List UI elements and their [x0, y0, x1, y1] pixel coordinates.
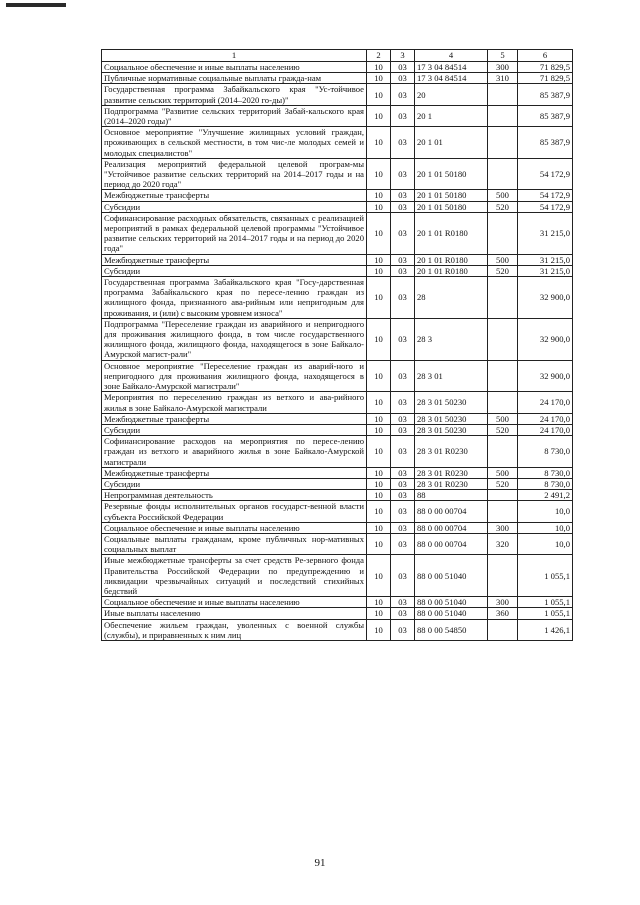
row-subsection: 03 [391, 127, 415, 159]
row-subsection: 03 [391, 318, 415, 360]
row-expense-type [488, 105, 518, 126]
row-expense-type [488, 318, 518, 360]
row-section: 10 [367, 127, 391, 159]
table-row [102, 478, 573, 489]
row-expense-type: 300 [488, 597, 518, 608]
row-amount: 8 730,0 [518, 436, 573, 468]
row-subsection: 03 [391, 436, 415, 468]
row-name: Субсидии [102, 478, 367, 489]
row-target-article: 88 0 00 54850 [415, 619, 488, 640]
row-amount: 8 730,0 [518, 467, 573, 478]
row-target-article: 28 3 01 50230 [415, 392, 488, 413]
row-expense-type: 360 [488, 608, 518, 619]
row-amount: 31 215,0 [518, 254, 573, 265]
table-row [102, 62, 573, 73]
row-section: 10 [367, 490, 391, 501]
row-section: 10 [367, 501, 391, 522]
row-target-article: 28 3 01 50230 [415, 424, 488, 435]
row-section: 10 [367, 277, 391, 319]
table-row [102, 158, 573, 190]
row-expense-type [488, 501, 518, 522]
row-amount: 1 426,1 [518, 619, 573, 640]
row-section: 10 [367, 467, 391, 478]
row-subsection: 03 [391, 608, 415, 619]
row-target-article: 28 3 01 [415, 360, 488, 392]
row-section: 10 [367, 392, 391, 413]
row-target-article: 88 [415, 490, 488, 501]
row-subsection: 03 [391, 619, 415, 640]
row-expense-type [488, 619, 518, 640]
table-row [102, 608, 573, 619]
table-row [102, 73, 573, 84]
row-name: Публичные нормативные социальные выплаты гражда-нам [102, 73, 367, 84]
row-section: 10 [367, 73, 391, 84]
row-section: 10 [367, 424, 391, 435]
row-name: Основное мероприятие "Улучшение жилищных условий граждан, проживающих в сельской местности, в том чис-ле молодых семей и молодых специалистов" [102, 127, 367, 159]
row-name: Субсидии [102, 201, 367, 212]
row-subsection: 03 [391, 501, 415, 522]
row-target-article: 17 3 04 84514 [415, 73, 488, 84]
row-section: 10 [367, 201, 391, 212]
row-target-article: 20 1 01 [415, 127, 488, 159]
table-row [102, 413, 573, 424]
row-section: 10 [367, 62, 391, 73]
row-target-article: 20 1 01 50180 [415, 201, 488, 212]
row-section: 10 [367, 190, 391, 201]
row-target-article: 17 3 04 84514 [415, 62, 488, 73]
row-expense-type: 500 [488, 190, 518, 201]
row-amount: 2 491,2 [518, 490, 573, 501]
row-subsection: 03 [391, 265, 415, 276]
row-subsection: 03 [391, 424, 415, 435]
row-name: Иные выплаты населению [102, 608, 367, 619]
table-row [102, 533, 573, 554]
row-expense-type: 520 [488, 424, 518, 435]
row-section: 10 [367, 360, 391, 392]
row-section: 10 [367, 478, 391, 489]
row-section: 10 [367, 318, 391, 360]
row-target-article: 20 1 01 R0180 [415, 265, 488, 276]
row-amount: 1 055,1 [518, 597, 573, 608]
table-row [102, 555, 573, 597]
row-target-article: 88 0 00 00704 [415, 522, 488, 533]
row-amount: 32 900,0 [518, 360, 573, 392]
row-subsection: 03 [391, 105, 415, 126]
row-name: Иные межбюджетные трансферты за счет средств Ре-зервного фонда Правительства Российской Федерации по предупреждению и ликвидации чрезвычайных ситуаций и последствий стихийных бедствий [102, 555, 367, 597]
table-row [102, 424, 573, 435]
table-row [102, 392, 573, 413]
table-row [102, 212, 573, 254]
row-amount: 85 387,9 [518, 127, 573, 159]
page-number: 91 [314, 857, 326, 869]
row-subsection: 03 [391, 597, 415, 608]
row-expense-type: 520 [488, 478, 518, 489]
table-row [102, 190, 573, 201]
table-row [102, 522, 573, 533]
row-name: Обеспечение жильем граждан, уволенных с военной службы (службы), и приравненных к ним лиц [102, 619, 367, 640]
row-name: Социальное обеспечение и иные выплаты населению [102, 62, 367, 73]
row-target-article: 28 3 01 R0230 [415, 478, 488, 489]
row-subsection: 03 [391, 158, 415, 190]
row-expense-type: 500 [488, 413, 518, 424]
row-subsection: 03 [391, 522, 415, 533]
row-amount: 85 387,9 [518, 84, 573, 105]
row-subsection: 03 [391, 84, 415, 105]
table-row [102, 436, 573, 468]
row-amount: 1 055,1 [518, 608, 573, 619]
row-amount: 31 215,0 [518, 212, 573, 254]
row-amount: 31 215,0 [518, 265, 573, 276]
row-name: Государственная программа Забайкальского края "Ус-тойчивое развитие сельских территорий (2014–2020 го-ды)" [102, 84, 367, 105]
row-expense-type: 520 [488, 201, 518, 212]
row-amount: 8 730,0 [518, 478, 573, 489]
row-amount: 10,0 [518, 533, 573, 554]
table-row [102, 127, 573, 159]
row-target-article: 20 1 01 50180 [415, 158, 488, 190]
row-subsection: 03 [391, 360, 415, 392]
row-target-article: 20 1 01 R0180 [415, 212, 488, 254]
row-section: 10 [367, 597, 391, 608]
row-name: Реализация мероприятий федеральной целевой програм-мы "Устойчивое развитие сельских территорий на 2014–2017 годы и на период до 2020 года" [102, 158, 367, 190]
row-target-article: 28 3 01 50230 [415, 413, 488, 424]
budget-table [101, 49, 573, 641]
row-amount: 24 170,0 [518, 392, 573, 413]
row-section: 10 [367, 254, 391, 265]
row-subsection: 03 [391, 555, 415, 597]
row-expense-type: 310 [488, 73, 518, 84]
header-cell-expense-type: 5 [488, 50, 518, 62]
table-row [102, 201, 573, 212]
row-section: 10 [367, 105, 391, 126]
row-subsection: 03 [391, 212, 415, 254]
row-section: 10 [367, 619, 391, 640]
row-amount: 32 900,0 [518, 318, 573, 360]
row-expense-type [488, 436, 518, 468]
row-subsection: 03 [391, 413, 415, 424]
row-target-article: 28 [415, 277, 488, 319]
row-name: Государственная программа Забайкальского края "Госу-дарственная программа Забайкальского края по пересе-лению граждан из жилищного фонда, признанного ава-рийным или непригодным для проживания, и (или) с высоким уровнем износа" [102, 277, 367, 319]
row-amount: 54 172,9 [518, 158, 573, 190]
row-section: 10 [367, 158, 391, 190]
row-section: 10 [367, 522, 391, 533]
row-target-article: 28 3 01 R0230 [415, 436, 488, 468]
row-amount: 54 172,9 [518, 190, 573, 201]
row-expense-type [488, 212, 518, 254]
row-name: Резервные фонды исполнительных органов государст-венной власти субъекта Российской Федерации [102, 501, 367, 522]
row-name: Межбюджетные трансферты [102, 190, 367, 201]
row-section: 10 [367, 265, 391, 276]
row-name: Софинансирование расходов на мероприятия по пересе-лению граждан из ветхого и аварийного жилья в зоне Байкало-Амурской магистрали [102, 436, 367, 468]
row-subsection: 03 [391, 277, 415, 319]
row-expense-type [488, 277, 518, 319]
row-subsection: 03 [391, 62, 415, 73]
row-name: Субсидии [102, 424, 367, 435]
row-name: Межбюджетные трансферты [102, 467, 367, 478]
row-amount: 24 170,0 [518, 413, 573, 424]
row-target-article: 88 0 00 51040 [415, 608, 488, 619]
row-name: Подпрограмма "Переселение граждан из аварийного и непригодного для проживания жилищного фонда, в том числе государственного жилищного фонда, жилищного фонда, находящегося в зоне Байкало-Амурской магист-рали" [102, 318, 367, 360]
row-amount: 32 900,0 [518, 277, 573, 319]
row-name: Подпрограмма "Развитие сельских территорий Забай-кальского края (2014–2020 годы)" [102, 105, 367, 126]
row-amount: 10,0 [518, 501, 573, 522]
row-expense-type: 300 [488, 62, 518, 73]
row-target-article: 88 0 00 51040 [415, 597, 488, 608]
row-amount: 1 055,1 [518, 555, 573, 597]
row-name: Социальные выплаты гражданам, кроме публичных нор-мативных социальных выплат [102, 533, 367, 554]
row-expense-type [488, 127, 518, 159]
row-name: Непрограммная деятельность [102, 490, 367, 501]
table-row [102, 467, 573, 478]
table-row [102, 490, 573, 501]
scan-mark [6, 3, 66, 7]
row-target-article: 20 1 01 R0180 [415, 254, 488, 265]
row-expense-type [488, 158, 518, 190]
row-section: 10 [367, 555, 391, 597]
row-name: Субсидии [102, 265, 367, 276]
row-subsection: 03 [391, 467, 415, 478]
row-target-article: 88 0 00 00704 [415, 533, 488, 554]
row-name: Межбюджетные трансферты [102, 254, 367, 265]
header-cell-name: 1 [102, 50, 367, 62]
row-expense-type [488, 555, 518, 597]
row-name: Основное мероприятие "Переселение граждан из аварий-ного и непригодного для проживания жилищного фонда, находящегося в зоне Байкало-Амурской магистрали" [102, 360, 367, 392]
row-section: 10 [367, 84, 391, 105]
row-target-article: 20 1 [415, 105, 488, 126]
row-subsection: 03 [391, 490, 415, 501]
table-row [102, 318, 573, 360]
row-subsection: 03 [391, 190, 415, 201]
row-subsection: 03 [391, 201, 415, 212]
row-expense-type [488, 360, 518, 392]
table-row [102, 619, 573, 640]
row-section: 10 [367, 533, 391, 554]
row-target-article: 28 3 [415, 318, 488, 360]
row-name: Мероприятия по переселению граждан из ветхого и ава-рийного жилья в зоне Байкало-Амурской магистрали [102, 392, 367, 413]
row-amount: 10,0 [518, 522, 573, 533]
row-name: Социальное обеспечение и иные выплаты населению [102, 522, 367, 533]
header-cell-target-article: 4 [415, 50, 488, 62]
row-subsection: 03 [391, 254, 415, 265]
row-section: 10 [367, 436, 391, 468]
row-amount: 71 829,5 [518, 62, 573, 73]
row-target-article: 20 [415, 84, 488, 105]
row-subsection: 03 [391, 73, 415, 84]
header-cell-section: 2 [367, 50, 391, 62]
row-name: Межбюджетные трансферты [102, 413, 367, 424]
row-subsection: 03 [391, 533, 415, 554]
table-row [102, 597, 573, 608]
table-header-row [102, 50, 573, 62]
row-expense-type: 500 [488, 467, 518, 478]
row-expense-type [488, 490, 518, 501]
row-expense-type [488, 392, 518, 413]
row-subsection: 03 [391, 392, 415, 413]
row-amount: 85 387,9 [518, 105, 573, 126]
header-cell-subsection: 3 [391, 50, 415, 62]
row-section: 10 [367, 413, 391, 424]
table-row [102, 360, 573, 392]
table-row [102, 265, 573, 276]
row-target-article: 20 1 01 50180 [415, 190, 488, 201]
table-row [102, 84, 573, 105]
header-cell-amount: 6 [518, 50, 573, 62]
row-name: Социальное обеспечение и иные выплаты населению [102, 597, 367, 608]
table-row [102, 277, 573, 319]
row-name: Софинансирование расходных обязательств, связанных с реализацией мероприятий в рамках федеральной целевой программы "Устойчивое развитие сельских территорий на 2014–2017 годы и на период до 2020 года" [102, 212, 367, 254]
row-target-article: 28 3 01 R0230 [415, 467, 488, 478]
row-section: 10 [367, 212, 391, 254]
row-expense-type: 320 [488, 533, 518, 554]
row-expense-type: 500 [488, 254, 518, 265]
row-amount: 24 170,0 [518, 424, 573, 435]
row-target-article: 88 0 00 00704 [415, 501, 488, 522]
row-expense-type [488, 84, 518, 105]
row-subsection: 03 [391, 478, 415, 489]
row-expense-type: 300 [488, 522, 518, 533]
row-expense-type: 520 [488, 265, 518, 276]
row-section: 10 [367, 608, 391, 619]
table-row [102, 501, 573, 522]
row-amount: 71 829,5 [518, 73, 573, 84]
row-amount: 54 172,9 [518, 201, 573, 212]
table-row [102, 254, 573, 265]
row-target-article: 88 0 00 51040 [415, 555, 488, 597]
table-row [102, 105, 573, 126]
